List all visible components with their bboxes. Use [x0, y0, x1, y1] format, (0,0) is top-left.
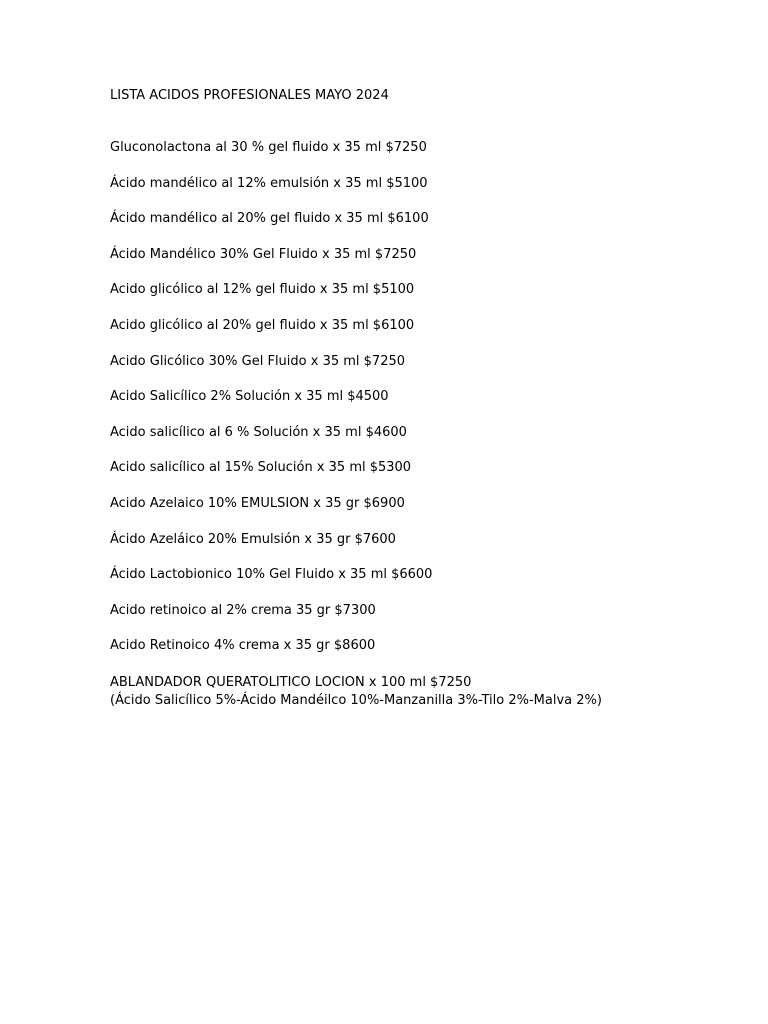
price-list-item: Acido Salicílico 2% Solución x 35 ml $4500	[110, 389, 389, 405]
final-item-name: ABLANDADOR QUERATOLITICO LOCION x 100 ml $7250	[110, 675, 472, 690]
price-list-item: Ácido Lactobionico 10% Gel Fluido x 35 ml $6600	[110, 567, 433, 583]
price-list-item: Ácido mandélico al 20% gel fluido x 35 ml $6100	[110, 211, 429, 227]
price-list-item: Gluconolactona al 30 % gel fluido x 35 ml $7250	[110, 140, 427, 155]
price-list-item: Acido glicólico al 20% gel fluido x 35 ml $6100	[110, 317, 415, 333]
price-list-item: Acido glicólico al 12% gel fluido x 35 ml $5100	[110, 282, 415, 298]
price-list-item: Acido retinoico al 2% crema 35 gr $7300	[110, 602, 376, 618]
price-list-item: Acido salicílico al 6 % Solución x 35 ml $4600	[110, 424, 407, 440]
price-list-item: Acido Azelaico 10% EMULSION x 35 gr $6900	[110, 495, 405, 511]
document-content	[110, 87, 730, 708]
price-list-item: Acido Glicólico 30% Gel Fluido x 35 ml $7250	[110, 353, 406, 369]
price-list-item: Ácido mandélico al 12% emulsión x 35 ml $5100	[110, 175, 428, 191]
final-item-composition: (Ácido Salicílico 5%-Ácido Mandéilco 10%-Manzanilla 3%-Tilo 2%-Malva 2%)	[110, 693, 602, 708]
price-list-item: Ácido Azeláico 20% Emulsión x 35 gr $7600	[110, 531, 396, 547]
price-list-item: Acido Retinoico 4% crema x 35 gr $8600	[110, 638, 376, 654]
document-title: LISTA ACIDOS PROFESIONALES MAYO 2024	[110, 88, 389, 103]
price-list-item: Ácido Mandélico 30% Gel Fluido x 35 ml $7250	[110, 246, 417, 262]
price-list	[110, 139, 432, 655]
price-list-item: Acido salicílico al 15% Solución x 35 ml $5300	[110, 460, 412, 476]
final-price-item	[110, 674, 602, 710]
